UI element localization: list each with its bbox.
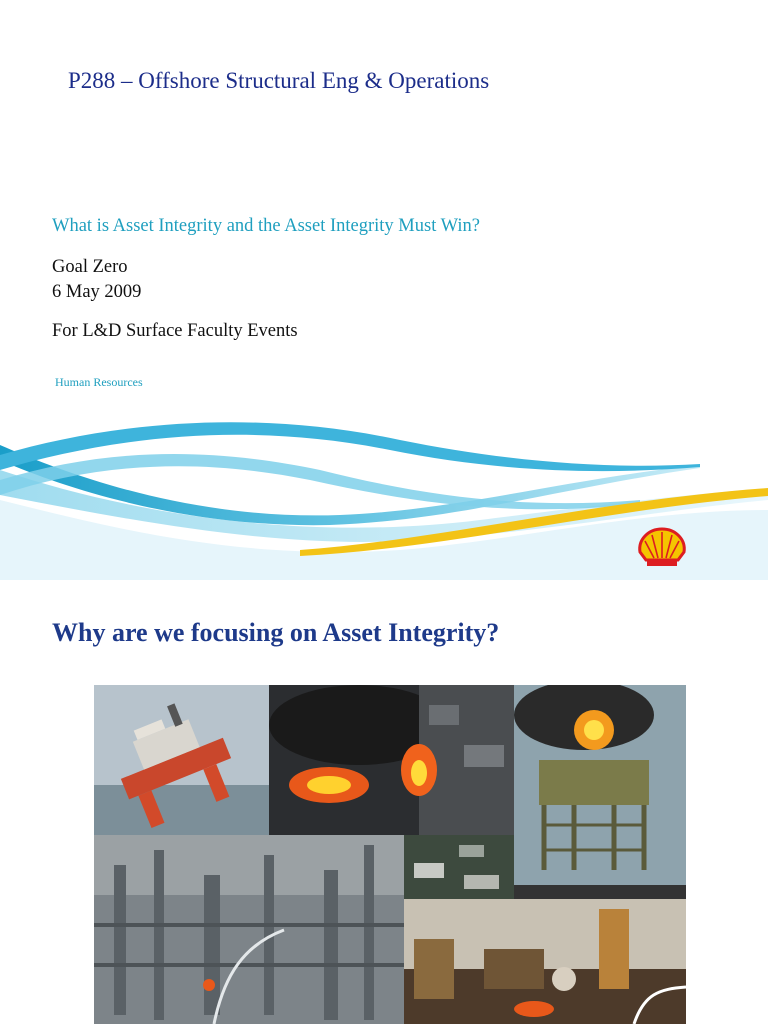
shell-pecten-icon (636, 526, 688, 568)
course-title: P288 – Offshore Structural Eng & Operations (68, 68, 490, 93)
department-label: Human Resources (55, 375, 143, 389)
plant-fire-hoses-photo (404, 899, 686, 1024)
refinery-fire-aerial-photo (269, 685, 514, 835)
refinery-firefighting-photo (94, 835, 404, 1024)
aerial-facility-photo (404, 835, 514, 899)
platform-explosion-photo (514, 685, 686, 885)
goal-text: Goal Zero (52, 257, 128, 277)
tilted-platform-photo (94, 685, 269, 835)
slide-heading: Why are we focusing on Asset Integrity? (52, 618, 500, 647)
events-text: For L&D Surface Faculty Events (52, 321, 298, 341)
presentation-subtitle: What is Asset Integrity and the Asset Integrity Must Win? (52, 216, 480, 236)
photo-collage (94, 685, 686, 1024)
presentation-date: 6 May 2009 (52, 282, 142, 302)
